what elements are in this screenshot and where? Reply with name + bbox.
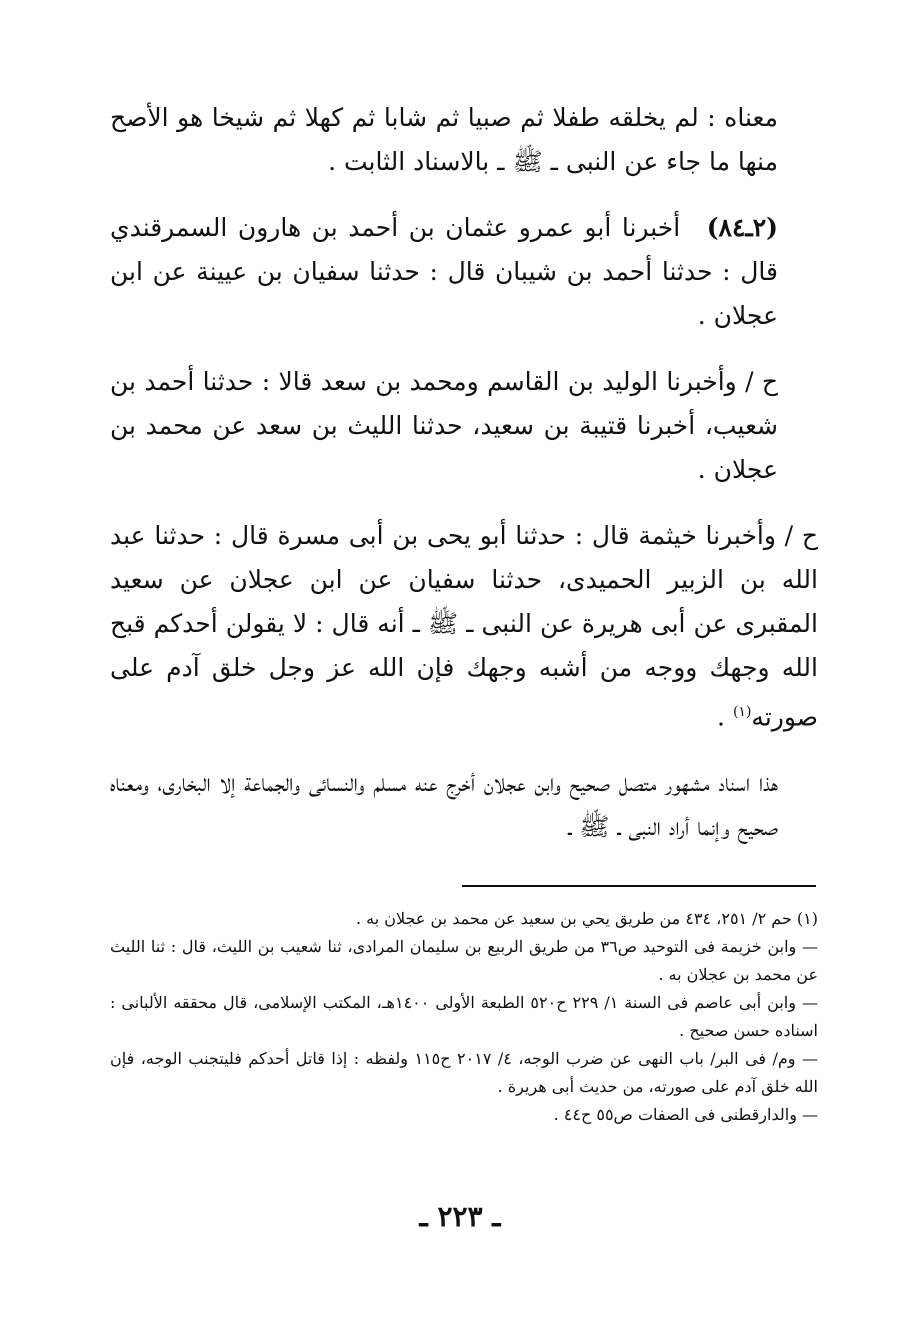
footnote-ref[interactable]: (١) xyxy=(732,704,752,720)
hadith-isnad-text: أخبرنا أبو عمرو عثمان بن أحمد بن هارون السمرقندي قال : حدثنا أحمد بن شيبان قال : حدثنا سفيان بن عيينة عن ابن عجلان . xyxy=(110,213,778,330)
chain-3-end: . xyxy=(717,702,733,732)
footnote-line: — وابن أبى عاصم فى السنة ١/ ٢٢٩ ح٥٢٠ الطبعة الأولى ١٤٠٠هـ، المكتب الإسلامى، قال محققه الألبانى : اسناده حسن صحيح . xyxy=(110,993,818,1040)
page-number: ـ ٢٢٣ ـ xyxy=(419,1200,501,1233)
paragraph-commentary xyxy=(110,761,818,849)
chain-2-text: ح / وأخبرنا الوليد بن القاسم ومحمد بن سعد قالا : حدثنا أحمد بن شعيب، أخبرنا قتيبة بن سعيد، حدثنا الليث بن سعد عن محمد بن عجلان . xyxy=(110,367,778,484)
hadith-number: (٢ـ٨٤) xyxy=(706,213,778,242)
paragraph-meaning xyxy=(110,96,818,184)
paragraph-meaning-text: معناه : لم يخلقه طفلا ثم صبيا ثم شابا ثم كهلا ثم شيخا هو الأصح منها ما جاء عن النبى ـ ﷺ ـ بالاسناد الثابت . xyxy=(110,103,778,176)
main-text xyxy=(110,96,818,849)
footnote-line: — وابن خزيمة فى التوحيد ص٣٦ من طريق الربيع بن سليمان المرادى، ثنا شعيب بن الليث، قال : ثنا الليث عن محمد بن عجلان به . xyxy=(110,937,819,984)
footnote-1: (١) حم ٢/ ٢٥١، ٤٣٤ من طريق يحي بن سعيد عن محمد بن عجلان به . xyxy=(355,909,818,928)
paragraph-chain-3 xyxy=(110,514,818,739)
hadith-84-2 xyxy=(110,206,818,338)
footnotes xyxy=(110,905,818,1129)
footnote-separator xyxy=(462,885,816,887)
footnote-line: — وم/ فى البر/ باب النهى عن ضرب الوجه، ٤/ ٢٠١٧ ح١١٥ ولفظه : إذا قاتل أحدكم فليتجنب الوجه، فإن الله خلق آدم على صورته، من حديث أبى هريرة . xyxy=(110,1049,818,1096)
footnote-line: — والدارقطنى فى الصفات ص٥٥ ح٤٤ . xyxy=(553,1105,818,1124)
paragraph-chain-2 xyxy=(110,360,818,492)
chain-3-text: ح / وأخبرنا خيثمة قال : حدثنا أبو يحى بن أبى مسرة قال : حدثنا عبد الله بن الزبير الحميدى، حدثنا سفيان عن ابن عجلان عن سعيد المقبرى عن أبى هريرة عن النبى ـ ﷺ ـ أنه قال : لا يقولن أحدكم قبح الله وجهك ووجه من أشبه وجهك فإن الله عز وجل خلق آدم على صورته xyxy=(110,521,818,732)
commentary-text: هذا اسناد مشهور متصل صحيح وابن عجلان أخرج عنه مسلم والنسائى والجماعة إلا البخارى، ومعناه صحيح وإنما أراد النبى ـ ﷺ ـ xyxy=(110,768,778,842)
